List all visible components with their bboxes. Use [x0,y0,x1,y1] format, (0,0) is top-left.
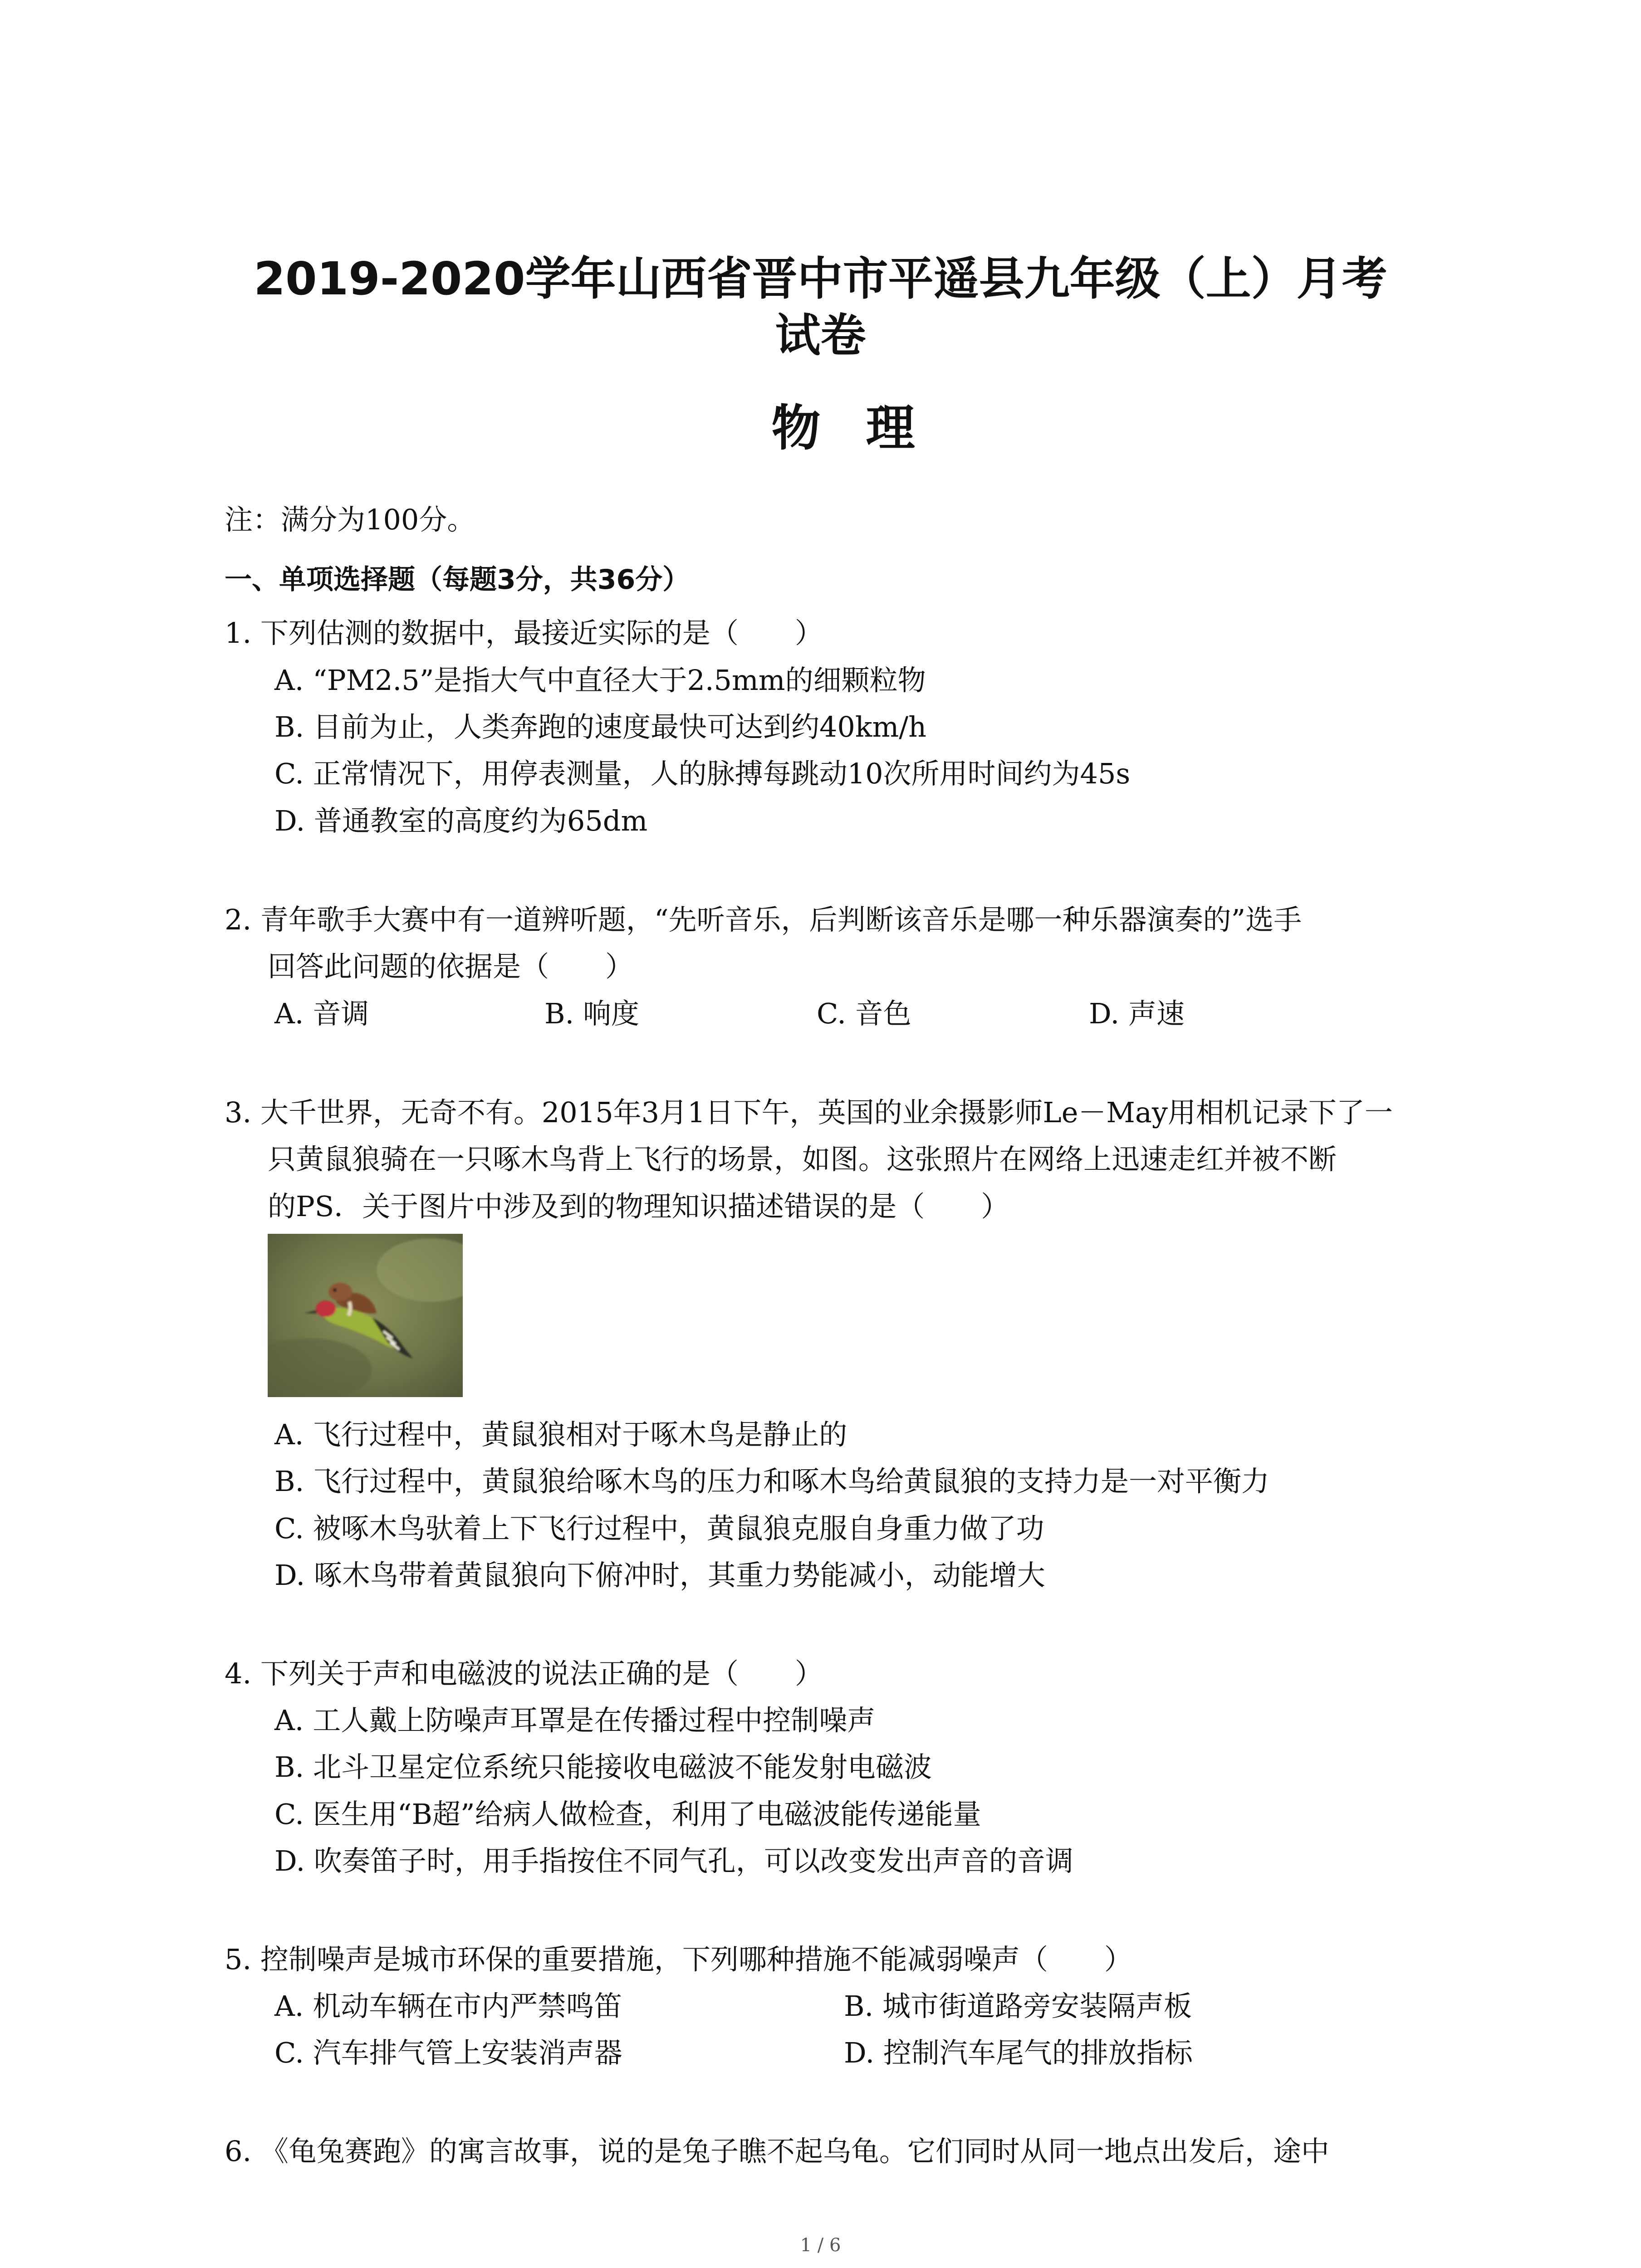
question-1: 1. 下列估测的数据中，最接近实际的是（ ） [225,616,823,650]
page-title-line2: 试卷 [775,309,866,362]
question-2-option-a: A. 音调 [274,997,369,1030]
question-4-option-c: C. 医生用“B超”给病人做检查，利用了电磁波能传递能量 [274,1798,981,1831]
question-1-option-d: D. 普通教室的高度约为65dm [274,804,648,837]
question-2-option-c: C. 音色 [817,997,911,1030]
weasel-woodpecker-photo [268,1234,463,1397]
question-6: 6. 《龟兔赛跑》的寓言故事，说的是兔子瞧不起乌龟。它们同时从同一地点出发后，途中 [225,2135,1329,2168]
question-3-option-d: D. 啄木鸟带着黄鼠狼向下俯冲时，其重力势能减小，动能增大 [274,1559,1045,1592]
question-3-option-a: A. 飞行过程中，黄鼠狼相对于啄木鸟是静止的 [274,1418,847,1451]
question-4-option-d: D. 吹奏笛子时，用手指按住不同气孔，可以改变发出声音的音调 [274,1844,1073,1877]
question-5-option-b: B. 城市街道路旁安装隔声板 [844,1989,1192,2023]
question-3-option-b: B. 飞行过程中，黄鼠狼给啄木鸟的压力和啄木鸟给黄鼠狼的支持力是一对平衡力 [274,1465,1269,1498]
question-5: 5. 控制噪声是城市环保的重要措施，下列哪种措施不能减弱噪声（ ） [225,1943,1132,1976]
question-1-option-c: C. 正常情况下，用停表测量，人的脉搏每跳动10次所用时间约为45s [274,757,1131,790]
question-4: 4. 下列关于声和电磁波的说法正确的是（ ） [225,1657,823,1690]
question-5-option-a: A. 机动车辆在市内严禁鸣笛 [274,1989,622,2023]
question-3-option-c: C. 被啄木鸟驮着上下飞行过程中，黄鼠狼克服自身重力做了功 [274,1512,1044,1545]
question-2-option-b: B. 响度 [544,997,639,1030]
question-5-option-c: C. 汽车排气管上安装消声器 [274,2036,622,2069]
subject-title: 物理 [771,400,960,457]
question-3-line3: 的PS．关于图片中涉及到的物理知识描述错误的是（ ） [268,1190,1009,1223]
question-4-option-a: A. 工人戴上防噪声耳罩是在传播过程中控制噪声 [274,1704,876,1737]
page-number: 1 / 6 [800,2235,841,2256]
question-5-option-d: D. 控制汽车尾气的排放指标 [844,2036,1193,2069]
section-heading: 一、单项选择题（每题3分，共36分） [225,564,690,596]
question-1-option-a: A. “PM2.5”是指大气中直径大于2.5mm的细颗粒物 [274,664,926,697]
page-title: 2019-2020学年山西省晋中市平遥县九年级（上）月考 [254,252,1387,305]
question-2: 2. 青年歌手大赛中有一道辨听题，“先听音乐，后判断该音乐是哪一种乐器演奏的”选手 [225,903,1302,936]
question-2-line2: 回答此问题的依据是（ ） [268,950,634,983]
question-3-line2: 只黄鼠狼骑在一只啄木鸟背上飞行的场景，如图。这张照片在网络上迅速走红并被不断 [268,1143,1337,1176]
question-2-option-d: D. 声速 [1089,997,1185,1030]
score-note: 注：满分为100分。 [225,503,475,536]
question-1-option-b: B. 目前为止，人类奔跑的速度最快可达到约40km/h [274,710,927,743]
question-4-option-b: B. 北斗卫星定位系统只能接收电磁波不能发射电磁波 [274,1750,932,1784]
question-3: 3. 大千世界，无奇不有。2015年3月1日下午，英国的业余摄影师Le－May用相机记录下了一 [225,1096,1393,1129]
